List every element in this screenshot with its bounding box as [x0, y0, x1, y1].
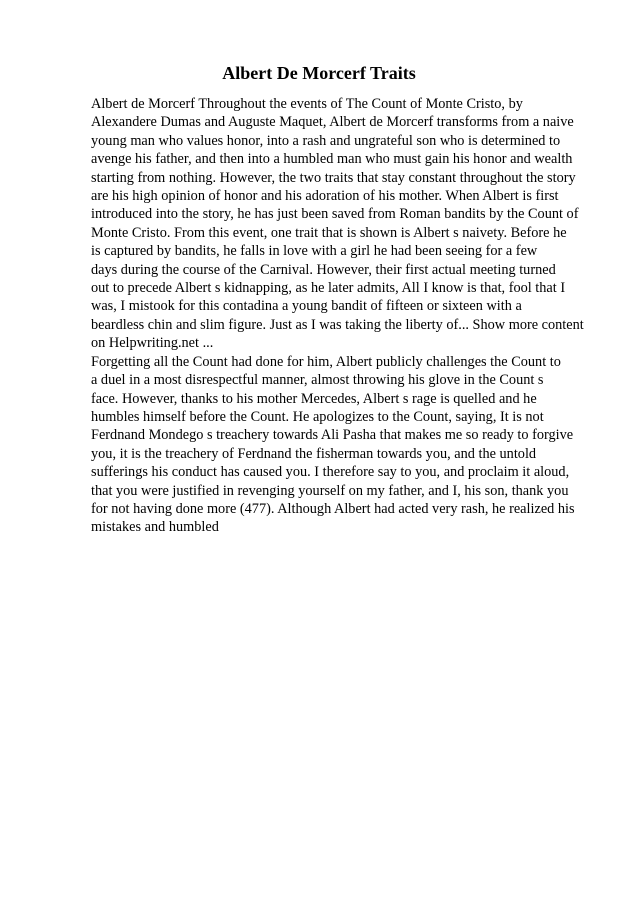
text-line: on Helpwriting.net ... [91, 335, 214, 352]
text-line: days during the course of the Carnival. However, their first actual meeting turned [91, 261, 556, 278]
text-line: face. However, thanks to his mother Mercedes, Albert s rage is quelled and he [91, 390, 537, 407]
text-line: for not having done more (477). Although Albert had acted very rash, he realized his [91, 500, 575, 517]
text-line: mistakes and humbled [91, 519, 219, 536]
text-line: young man who values honor, into a rash and ungrateful son who is determined to [91, 132, 561, 149]
text-line: beardless chin and slim figure. Just as I was taking the liberty of... Show more content [91, 316, 584, 333]
text-line: you, it is the treachery of Ferdnand the fisherman towards you, and the untold [91, 445, 537, 462]
text-line: Ferdnand Mondego s treachery towards Ali Pasha that makes me so ready to forgive [91, 427, 574, 444]
text-line: introduced into the story, he has just been saved from Roman bandits by the Count of [91, 206, 579, 223]
text-line: Monte Cristo. From this event, one trait that is shown is Albert s naivety. Before he [91, 224, 567, 241]
page-title: Albert De Morcerf Traits [222, 63, 416, 83]
text-line: out to precede Albert s kidnapping, as he later admits, All I know is that, fool that I [91, 280, 566, 297]
text-line: a duel in a most disrespectful manner, almost throwing his glove in the Count s [91, 372, 544, 389]
text-line: Albert de Morcerf Throughout the events of The Count of Monte Cristo, by [91, 96, 523, 112]
text-line: Forgetting all the Count had done for him, Albert publicly challenges the Count to [91, 353, 561, 370]
text-line: avenge his father, and then into a humbled man who must gain his honor and wealth [91, 151, 573, 168]
text-line: starting from nothing. However, the two traits that stay constant throughout the story [91, 169, 576, 186]
text-line: humbles himself before the Count. He apologizes to the Count, saying, It is not [91, 408, 544, 425]
text-line: is captured by bandits, he falls in love with a girl he had been seeing for a few [91, 243, 538, 260]
text-line: that you were justified in revenging yourself on my father, and I, his son, thank you [91, 482, 569, 499]
text-line: sufferings his conduct has caused you. I therefore say to you, and proclaim it aloud, [91, 464, 570, 481]
document-body [91, 95, 591, 537]
text-line: are his high opinion of honor and his adoration of his mother. When Albert is first [91, 188, 559, 205]
text-line: was, I mistook for this contadina a young bandit of fifteen or sixteen with a [91, 298, 522, 315]
text-line: Alexandere Dumas and Auguste Maquet, Albert de Morcerf transforms from a naive [91, 114, 574, 131]
